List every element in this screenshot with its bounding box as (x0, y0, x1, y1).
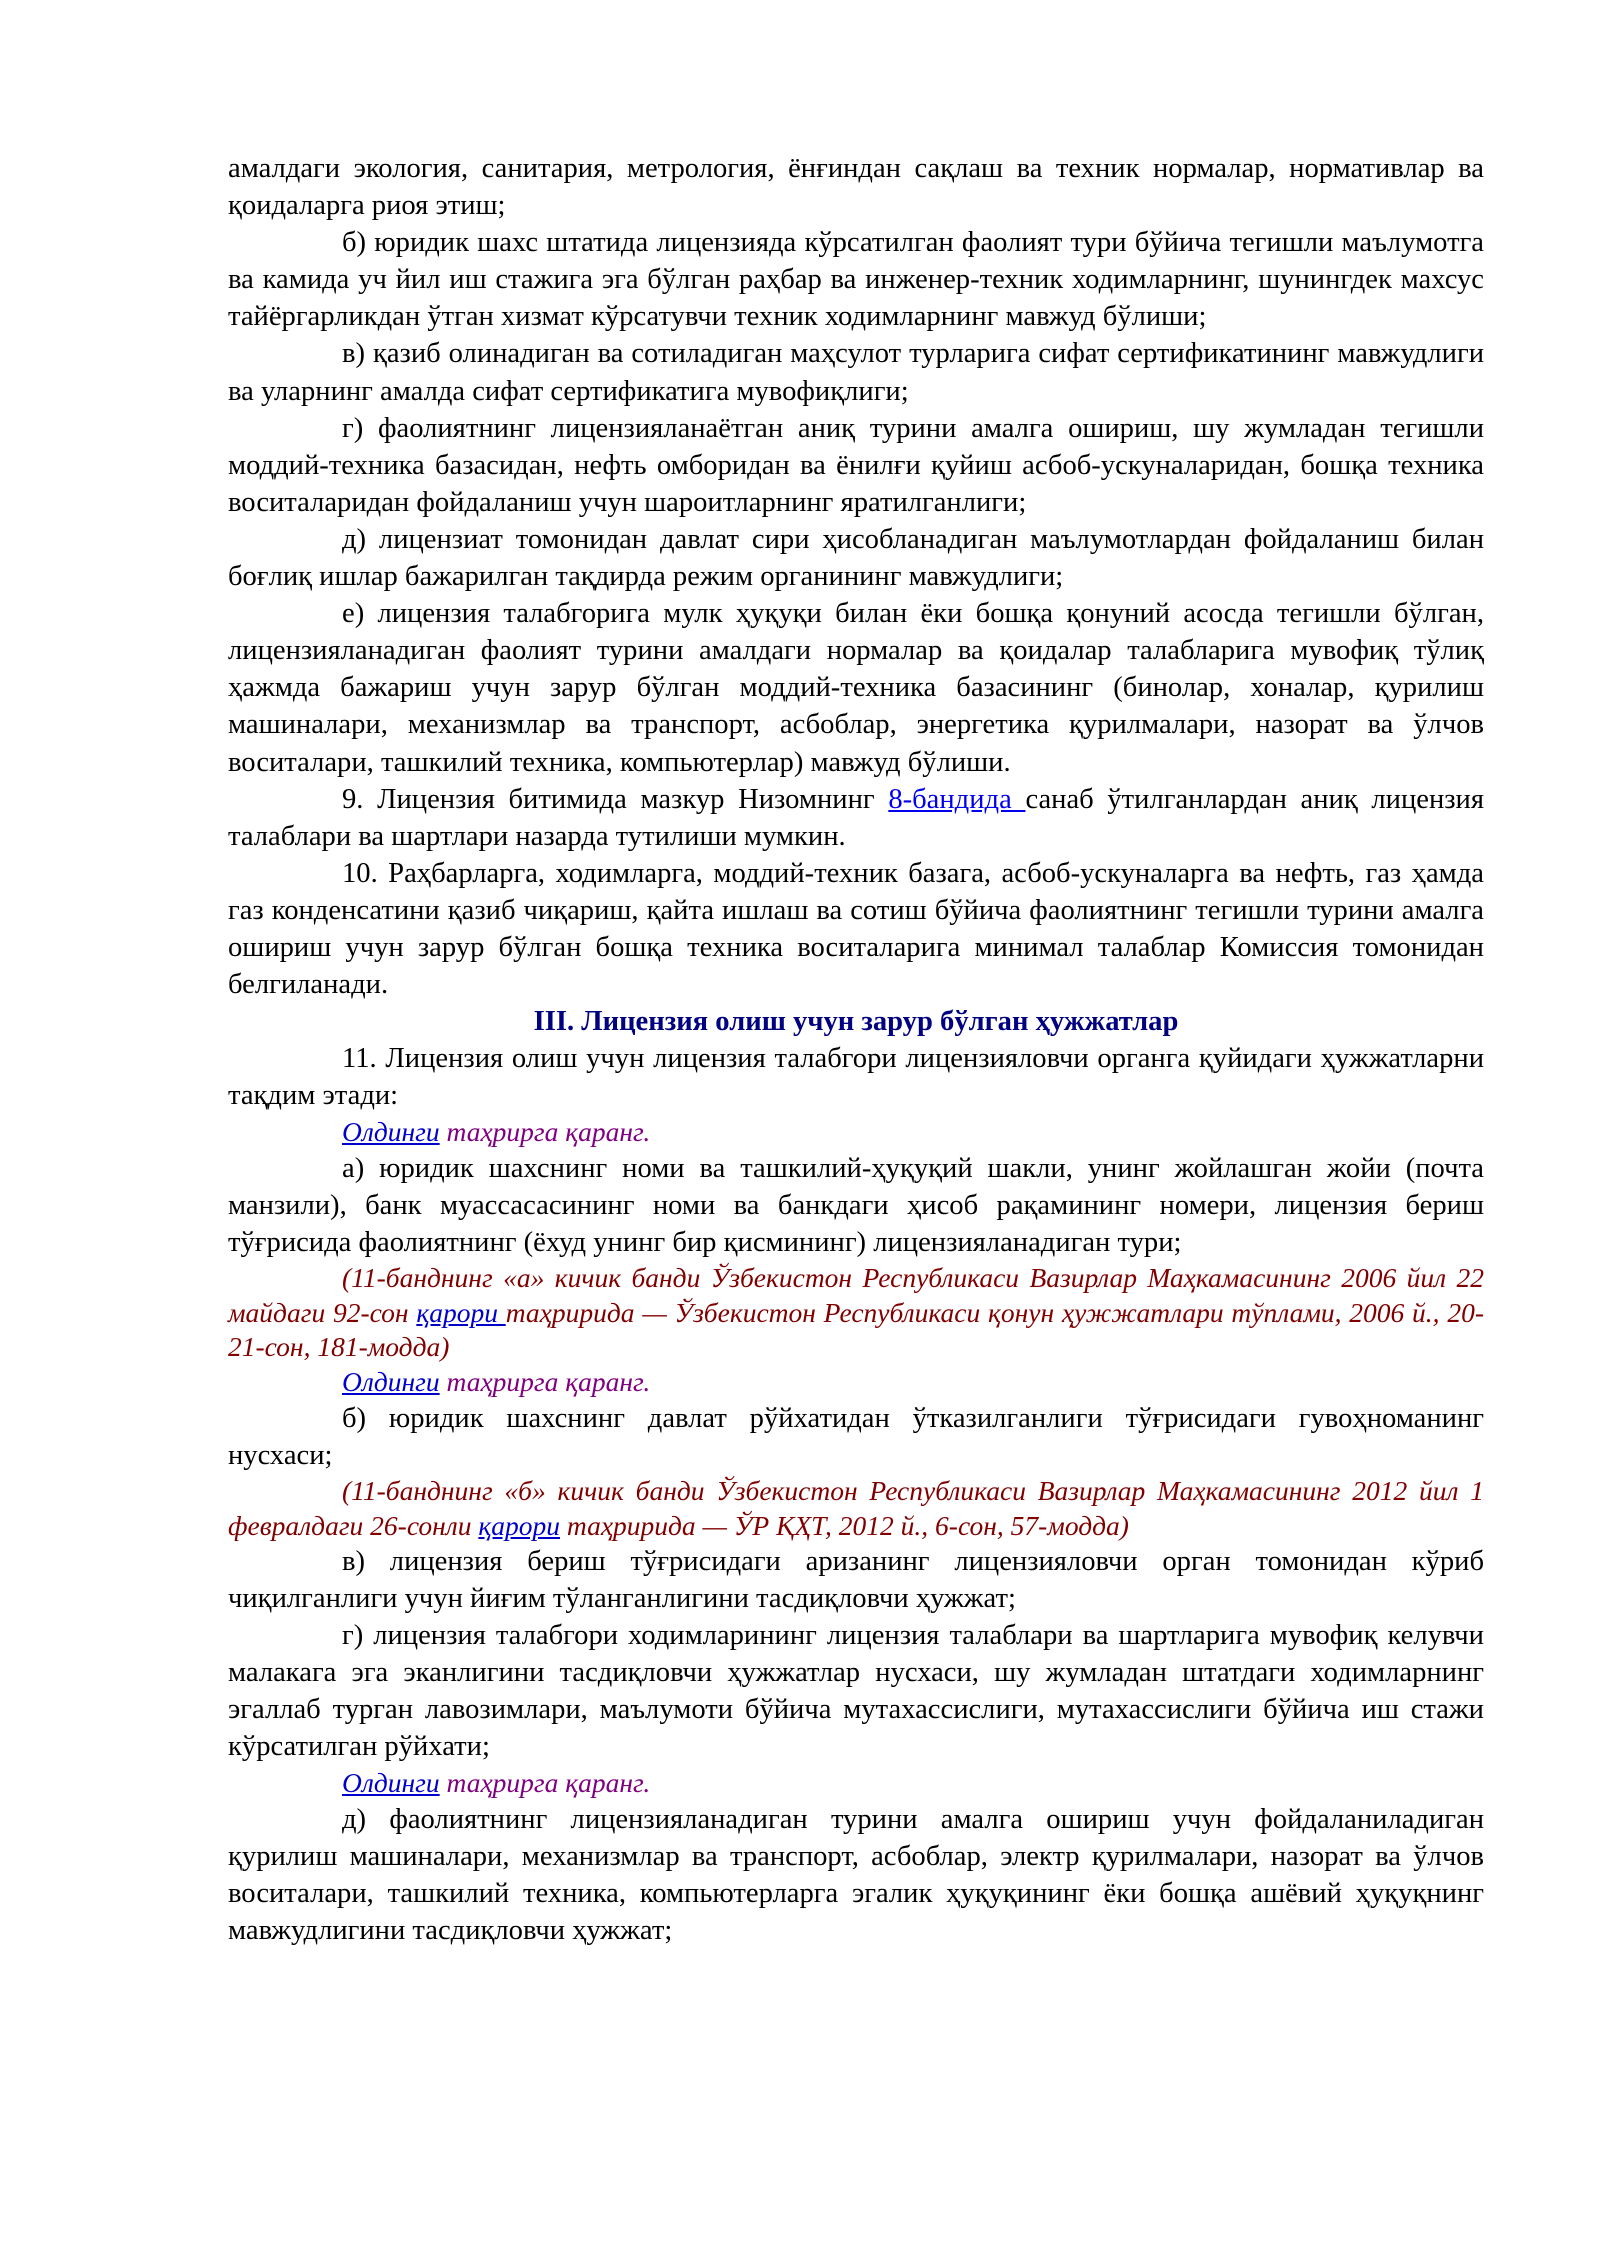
amendment-note-b-text-start: (11-банднинг «б» кичик банди Ўзбекистон Республикаси Вазирлар Маҳкамасининг 2012 йил 1 февралдаги 26-сонли (228, 1475, 1484, 1541)
previous-edition-note-3 (228, 1765, 1484, 1801)
paragraph-11: 11. Лицензия олиш учун лицензия талабгори лицензияловчи органга қуйидаги ҳужжатларни тақдим этади: (228, 1043, 1484, 1112)
paragraph-g: г) фаолиятнинг лицензияланаётган аниқ турини амалга ошириш, шу жумладан тегишли моддий-техника базасидан, нефть омборидан ва ёнилғи қуйиш асбоб-ускуналаридан, бошқа техника воситаларидан фойдаланиш учун шароитларнинг яратилганлиги; (228, 412, 1484, 518)
previous-edition-note-2 (228, 1364, 1484, 1400)
amendment-note-a-text-start: (11-банднинг «а» кичик банди Ўзбекистон Республикаси Вазирлар Маҳкамасининг 2006 йил 22 майдаги 92-сон (228, 1262, 1484, 1328)
paragraph-11b: б) юридик шахснинг давлат рўйхатидан ўтказилганлиги тўғрисидаги гувоҳноманинг нусхаси; (228, 1403, 1484, 1472)
previous-edition-link-3[interactable]: Олдинги (342, 1767, 440, 1799)
decree-link-b[interactable]: қарори (478, 1509, 560, 1541)
paragraph-9-text-end: санаб ўтилганлардан аниқ лицензия талаблари ва шартлари назарда тутилиши мумкин. (228, 783, 1485, 852)
paragraph-b: б) юридик шахс штатида лицензияда кўрсатилган фаолият тури бўйича тегишли маълумотга ва камида уч йил иш стажига эга бўлган раҳбар ва инженер-техник ходимларнинг, шунингдек махсус тайёргарликдан ўтган хизмат кўрсатувчи техник ходимларнинг мавжуд бўлиши; (228, 227, 1484, 333)
paragraph-11d: д) фаолиятнинг лицензияланадиган турини амалга ошириш учун фойдаланиладиган қурилиш машиналари, механизмлар ва транспорт, асбоблар, электр қурилмалари, назорат ва ўлчов воситалари, ташкилий техника, компьютерларга эгалик ҳуқуқининг ёки бошқа ашёвий ҳуқуқнинг мавжудлигини тасдиқловчи ҳужжат; (228, 1804, 1484, 1947)
amendment-note-b (228, 1474, 1484, 1543)
paragraph-10: 10. Раҳбарларга, ходимларга, моддий-техник базага, асбоб-ускуналарга ва нефть, газ ҳамда газ конденсатини қазиб чиқариш, қайта ишлаш ва сотиш бўйича фаолиятнинг тегишли турини амалга ошириш учун зарур бўлган бошқа техника воситаларига минимал талаблар Комиссия томонидан белгиланади. (228, 857, 1484, 1001)
paragraph-11v: в) лицензия бериш тўғрисидаги аризанинг лицензияловчи орган томонидан кўриб чиқилганлиги учун йиғим тўланганлигини тасдиқловчи ҳужжат; (228, 1545, 1484, 1614)
paragraph-8-link[interactable]: 8-бандида (888, 783, 1026, 815)
paragraph-intro: амалдаги экология, санитария, метрология, ёнғиндан сақлаш ва техник нормалар, нормативлар ва қоидаларга риоя этиш; (228, 153, 1484, 222)
previous-edition-text-1: таҳрирга қаранг. (439, 1116, 651, 1148)
paragraph-d: д) лицензиат томонидан давлат сири ҳисобланадиган маълумотлардан фойдаланиш билан боғлиқ ишлар бажарилган тақдирда режим органининг мавжудлиги; (228, 523, 1484, 593)
decree-link-a[interactable]: қарори (416, 1296, 506, 1328)
document-page (228, 150, 1484, 1949)
previous-edition-link-1[interactable]: Олдинги (342, 1116, 440, 1148)
paragraph-11g: г) лицензия талабгори ходимларининг лицензия талаблари ва шартларига мувофиқ келувчи малакага эга эканлигини тасдиқловчи ҳужжатлар нусхаси, шу жумладан штатдаги ходимларнинг эгаллаб турган лавозимлари, маълумоти бўйича мутахассислиги, мутахассислиги бўйича иш стажи кўрсатилган рўйхати; (228, 1619, 1484, 1763)
paragraph-11a: а) юридик шахснинг номи ва ташкилий-ҳуқуқий шакли, унинг жойлашган жойи (почта манзили), банк муассасасининг номи ва банкдаги ҳисоб рақамининг номери, лицензия бериш тўғрисида фаолиятнинг (ёхуд унинг бир қисмининг) лицензияланадиган тури; (228, 1153, 1484, 1259)
paragraph-v: в) қазиб олинадиган ва сотиладиган маҳсулот турларига сифат сертификатининг мавжудлиги ва уларнинг амалда сифат сертификатига мувофиқлиги; (228, 338, 1484, 407)
previous-edition-text-3: таҳрирга қаранг. (439, 1767, 651, 1799)
amendment-note-a (228, 1261, 1484, 1364)
paragraph-e: е) лицензия талабгорига мулк ҳуқуқи билан ёки бошқа қонуний асосда тегишли бўлган, лицензияланадиган фаолият турини амалдаги нормалар ва қоидалар талабларига мувофиқ тўлиқ ҳажмда бажариш учун зарур бўлган моддий-техника базасининг (бинолар, хоналар, қурилиш машиналари, механизмлар ва транспорт, асбоблар, энергетика қурилмалари, назорат ва ўлчов воситалари, ташкилий техника, компьютерлар) мавжуд бўлиши. (228, 598, 1484, 778)
amendment-note-b-text-end: таҳририда — ЎР ҚҲТ, 2012 й., 6-сон, 57-модда) (560, 1509, 1129, 1541)
paragraph-9 (228, 781, 1484, 855)
previous-edition-text-2: таҳрирга қаранг. (439, 1366, 651, 1398)
amendment-note-a-text-end: таҳририда — Ўзбекистон Республикаси қонун ҳужжатлари тўплами, 2006 й., 20-21-сон, 181-модда) (228, 1296, 1484, 1363)
previous-edition-note-1 (228, 1114, 1484, 1150)
paragraph-9-text-start: 9. Лицензия битимида мазкур Низомнинг (342, 783, 889, 815)
previous-edition-link-2[interactable]: Олдинги (342, 1366, 440, 1398)
section-heading: III. Лицензия олиш учун зарур бўлган ҳужжатлар (533, 1006, 1179, 1038)
